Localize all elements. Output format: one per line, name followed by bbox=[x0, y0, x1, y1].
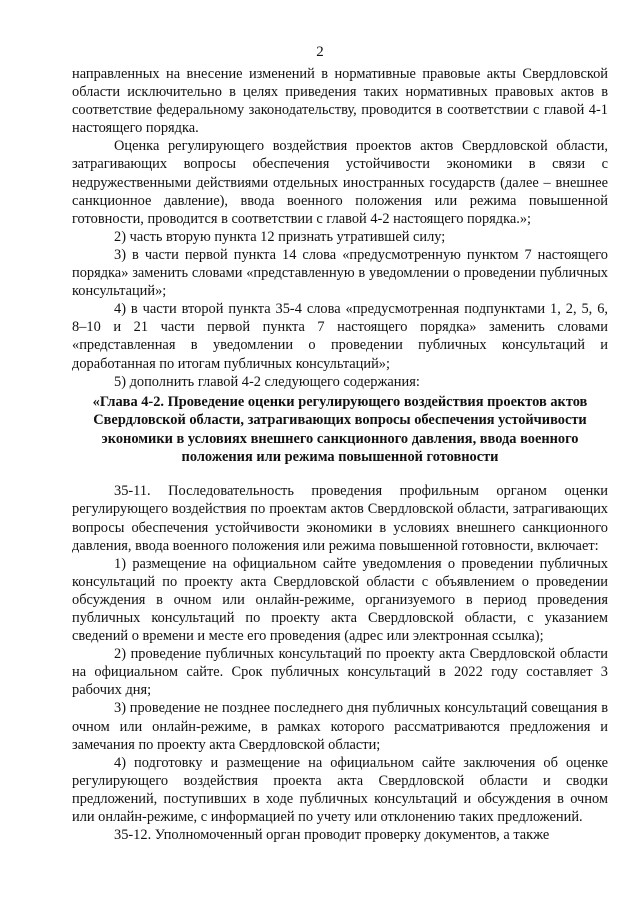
list-item: 1) размещение на официальном сайте уведомления о проведении публичных консультаций по проекту акта Свердловской области с объявлением о проведении обсуждения в очном или онлайн-режиме, организуемого в период проведения публичных консультаций по проекту акта Свердловской области, с указанием сведений о времени и месте его проведения (адрес или электронная ссылка); bbox=[72, 555, 608, 645]
list-item: 3) проведение не позднее последнего дня публичных консультаций совещания в очном или онлайн-режиме, в рамках которого рассматриваются предложения и замечания по проекту акта Свердловской области; bbox=[72, 700, 608, 753]
paragraph: 35-11. Последовательность проведения профильным органом оценки регулирующего воздействия по проектам актов Свердловской области, затрагивающих вопросы обеспечения устойчивости экономики в условиях внешнего санкционного давления, ввода военного положения или режима повышенной готовности, включает: bbox=[72, 483, 608, 554]
paragraph: 4) в части второй пункта 35-4 слова «предусмотренная подпунктами 1, 2, 5, 6, 8–10 и 21 части первой пункта 7 настоящего порядка» заменить словами «представленная в уведомлении о проведении публичных консультаций и доработанная по итогам публичных консультаций»; bbox=[72, 301, 608, 372]
paragraph: 2) часть вторую пункта 12 признать утратившей силу; bbox=[114, 228, 446, 245]
paragraph: 3) в части первой пункта 14 слова «предусмотренную пунктом 7 настоящего порядка» заменить словами «представленную в уведомлении о проведении публичных консультаций»; bbox=[72, 246, 608, 300]
paragraph: 5) дополнить главой 4-2 следующего содержания: bbox=[114, 373, 420, 390]
list-item: 2) проведение публичных консультаций по проекту акта Свердловской области на официальном сайте. Срок публичных консультаций в 2022 году составляет 3 рабочих дня; bbox=[72, 646, 608, 699]
chapter-heading: «Глава 4-2. Проведение оценки регулирующего воздействия проектов актов Свердловской области, затрагивающих вопросы обеспечения устойчивости экономики в условиях внешнего санкционного давления, ввода военного положения или режима повышенной готовности bbox=[92, 393, 588, 465]
paragraph: 35-12. Уполномоченный орган проводит проверку документов, а также bbox=[114, 827, 550, 844]
paragraph: направленных на внесение изменений в нормативные правовые акты Свердловской области исключительно в целях приведения таких нормативных правовых актов в соответствие федеральному законодательству, проводится в соответствии с главой 4-1 настоящего порядка. bbox=[72, 66, 608, 137]
list-item: 4) подготовку и размещение на официальном сайте заключения об оценке регулирующего воздействия проекта акта Свердловской области и сводки предложений, поступивших в ходе публичных консультаций и обсуждения в очном или онлайн-режиме, с информацией по учету или отклонению таких предложений. bbox=[72, 754, 608, 825]
paragraph: Оценка регулирующего воздействия проектов актов Свердловской области, затрагивающих вопросы обеспечения устойчивости экономики в связи с недружественными действиями отдельных иностранных государств (далее – внешнее санкционное давление), ввода военного положения или режима повышенной готовности, проводится в соответствии с главой 4-2 настоящего порядка.»; bbox=[72, 138, 608, 227]
page-number: 2 bbox=[316, 44, 324, 60]
document-body bbox=[72, 65, 608, 844]
